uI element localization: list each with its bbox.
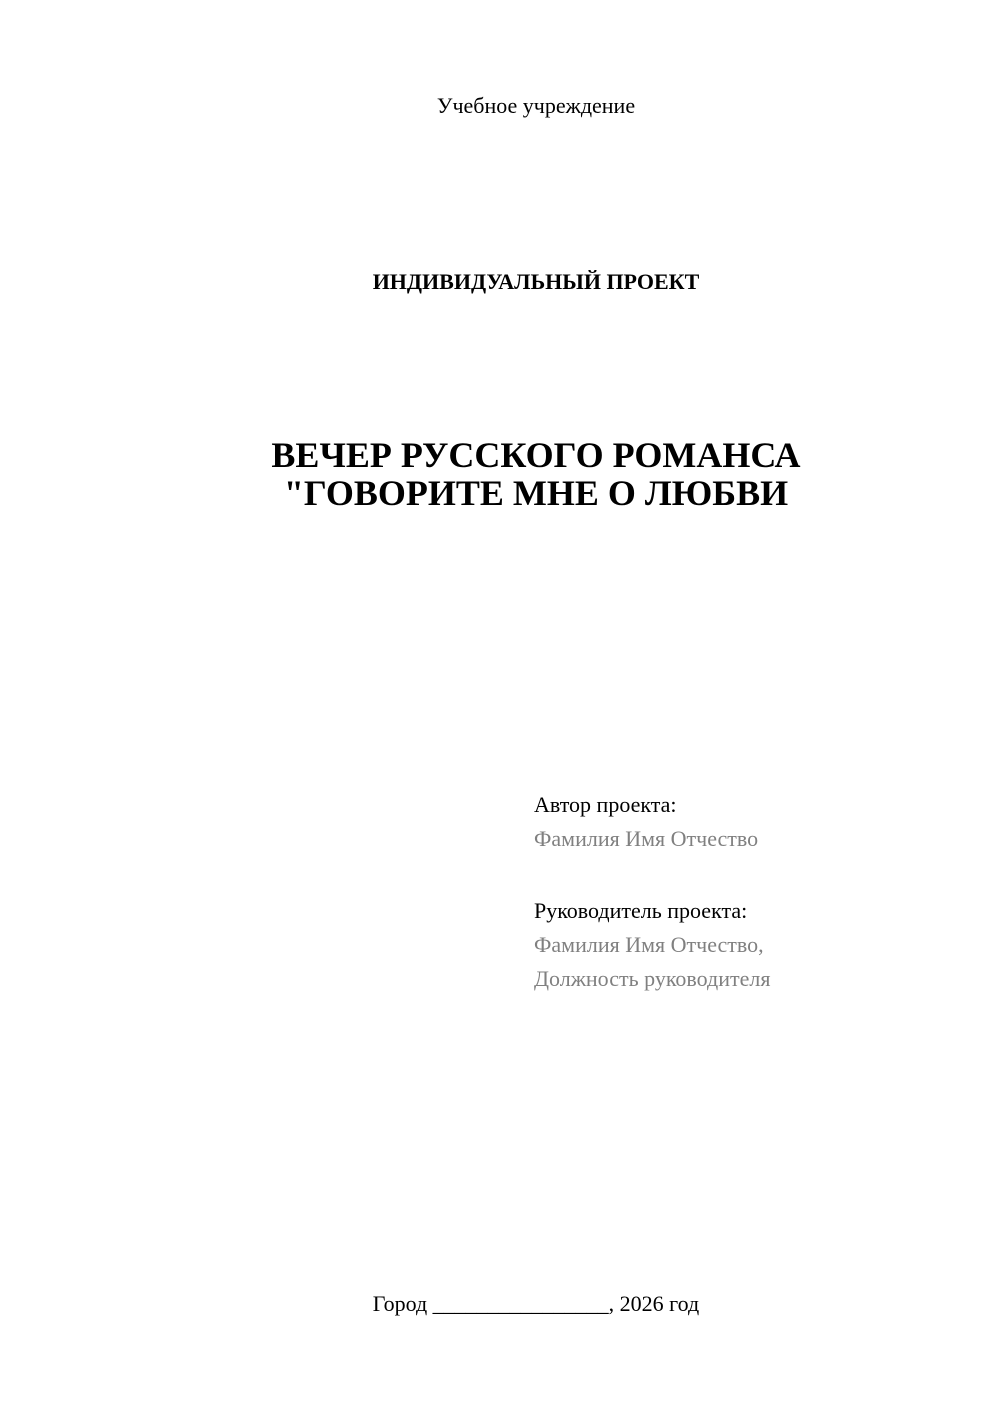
supervisor-name: Фамилия Имя Отчество, — [534, 932, 764, 957]
institution-name: Учебное учреждение — [436, 93, 636, 118]
city-year-footer: Город ________________, 2026 год — [372, 1291, 700, 1316]
project-title-line-1: ВЕЧЕР РУССКОГО РОМАНСА — [271, 435, 801, 475]
supervisor-label: Руководитель проекта: — [534, 898, 748, 923]
project-info-block — [534, 788, 974, 996]
project-type-heading: ИНДИВИДУАЛЬНЫЙ ПРОЕКТ — [372, 269, 700, 294]
project-title — [0, 436, 1000, 512]
supervisor-position: Должность руководителя — [534, 966, 771, 991]
author-label: Автор проекта: — [534, 792, 677, 817]
project-title-line-2: "ГОВОРИТЕ МНЕ О ЛЮБВИ — [283, 473, 789, 513]
author-name: Фамилия Имя Отчество — [534, 826, 759, 851]
info-spacer — [534, 856, 974, 894]
